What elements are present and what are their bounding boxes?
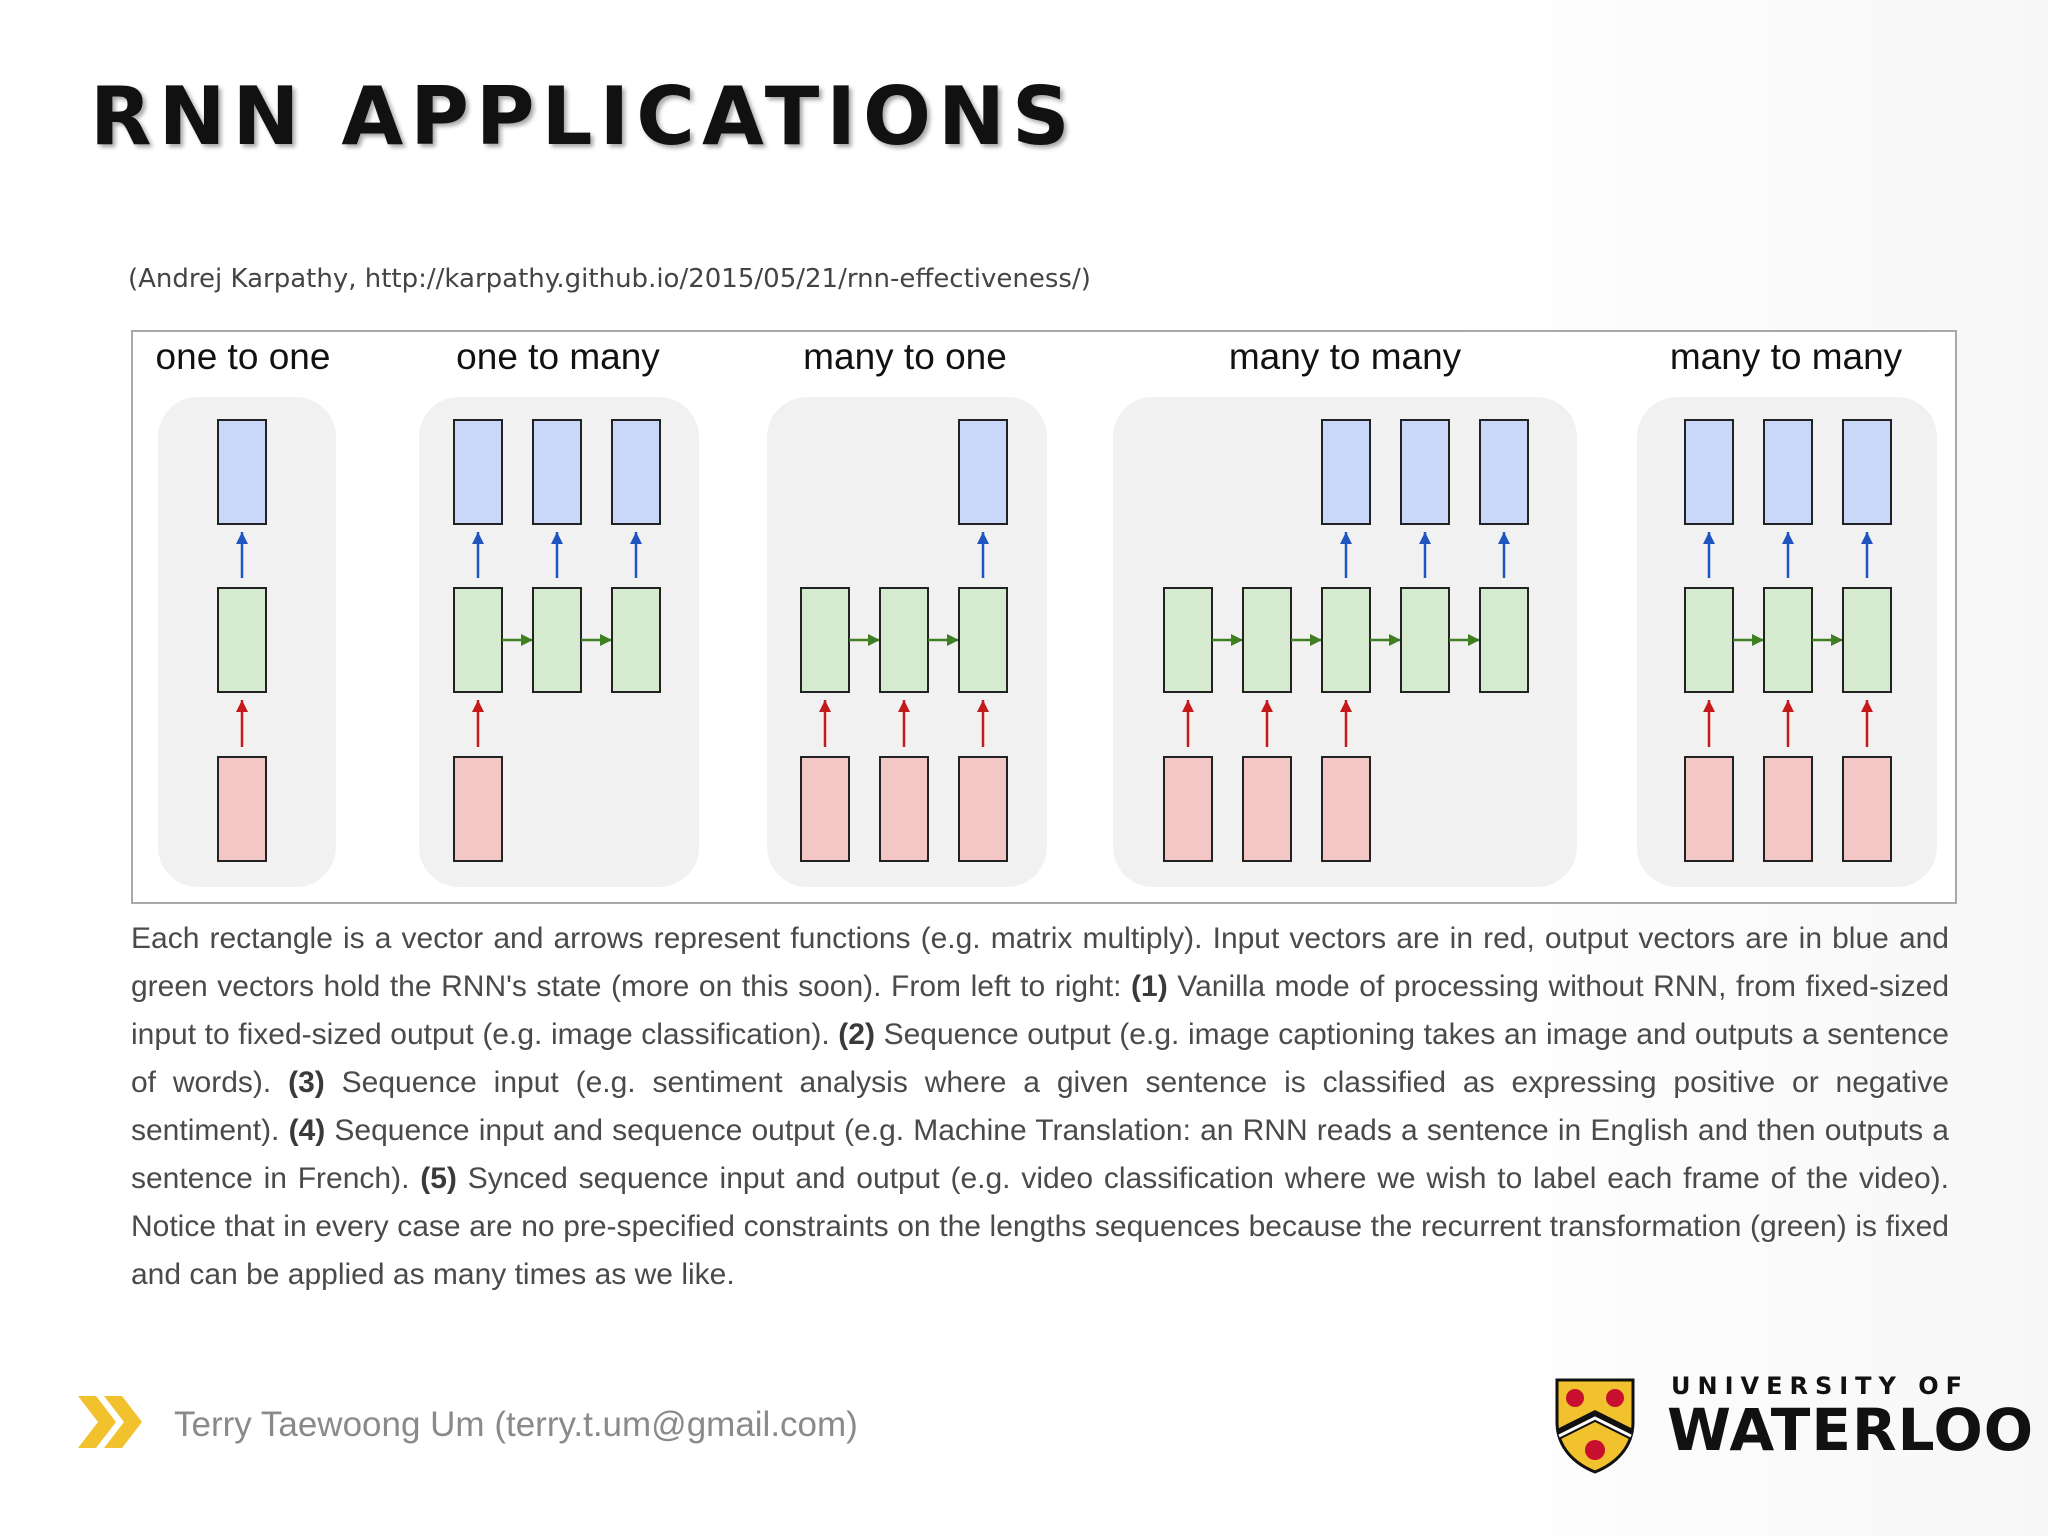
citation: (Andrej Karpathy, http://karpathy.github.io/2015/05/21/rnn-effectiveness/) [128,264,1091,294]
state-vector [880,588,928,692]
caption-number: (1) [1131,970,1168,1003]
double-chevron-right-icon [74,1392,144,1452]
output-vector [1764,420,1812,524]
state-vector [1322,588,1370,692]
output-vector [533,420,581,524]
state-vector [454,588,502,692]
state-vector [801,588,849,692]
footer-author: Terry Taewoong Um (terry.t.um@gmail.com) [174,1405,858,1444]
input-vector [218,757,266,861]
state-vector [533,588,581,692]
state-vector [1764,588,1812,692]
output-vector [1401,420,1449,524]
output-vector [218,420,266,524]
caption-text: Sequence output (e.g. image captioning takes an image and outputs a sentence of words). [131,1018,1949,1099]
state-vector [959,588,1007,692]
diagram-panel-label: many to many [1228,336,1462,377]
figure-caption [131,915,1949,1299]
caption-number: (3) [288,1066,325,1099]
input-vector [1243,757,1291,861]
caption-text: Sequence input and sequence output (e.g. Machine Translation: an RNN reads a sentence in English and then outputs a sentence in French). [131,1114,1949,1195]
state-vector [1685,588,1733,692]
rnn-diagram [133,332,1955,902]
slide-title: RNN APPLICATIONS [90,70,1077,163]
logo-line-2: WATERLOO [1667,1396,2035,1464]
caption-number: (5) [420,1162,457,1195]
state-vector [1843,588,1891,692]
rnn-diagram-figure [131,330,1957,904]
output-vector [1480,420,1528,524]
diagram-panel-label: many to one [803,336,1007,377]
output-vector [612,420,660,524]
output-vector [1322,420,1370,524]
output-vector [1843,420,1891,524]
input-vector [1164,757,1212,861]
state-vector [1243,588,1291,692]
diagram-panel-label: one to one [155,336,331,377]
state-vector [218,588,266,692]
input-vector [1843,757,1891,861]
caption-number: (2) [838,1018,875,1051]
input-vector [880,757,928,861]
input-vector [454,757,502,861]
state-vector [1164,588,1212,692]
diagram-panel-label: one to many [456,336,660,377]
university-logo [1553,1372,2035,1482]
input-vector [1764,757,1812,861]
state-vector [1480,588,1528,692]
input-vector [801,757,849,861]
output-vector [454,420,502,524]
waterloo-shield-icon [1553,1376,1637,1476]
output-vector [1685,420,1733,524]
logo-line-1: UNIVERSITY OF [1671,1372,1970,1400]
diagram-panel-label: many to many [1669,336,1903,377]
input-vector [1322,757,1370,861]
input-vector [1685,757,1733,861]
caption-text: Sequence input (e.g. sentiment analysis where a given sentence is classified as expressing positive or negative sentiment). [131,1066,1949,1147]
caption-text: Vanilla mode of processing without RNN, from fixed-sized input to fixed-sized output (e.g. image classification). [131,970,1950,1051]
state-vector [1401,588,1449,692]
caption-text: Each rectangle is a vector and arrows represent functions (e.g. matrix multiply). Input vectors are in red, output vectors are in blue and green vectors hold the RNN's state (more on this soon). From left to right: [131,922,1949,1003]
state-vector [612,588,660,692]
caption-text: Synced sequence input and output (e.g. video classification where we wish to label each frame of the video). Notice that in every case are no pre-specified constraints on the lengths sequences because the recurrent transformation (green) is fixed and can be applied as many times as we like. [131,1162,1950,1291]
input-vector [959,757,1007,861]
output-vector [959,420,1007,524]
caption-number: (4) [288,1114,326,1147]
